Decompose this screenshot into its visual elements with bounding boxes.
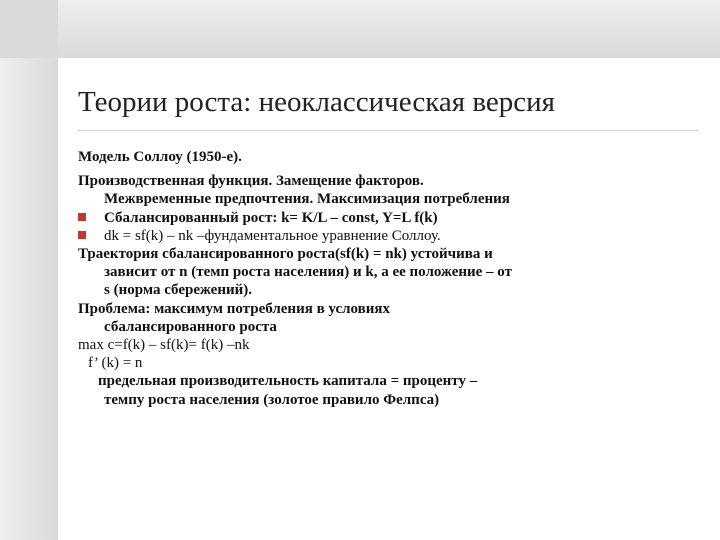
bullet-text: Сбалансированный рост: k= K/L – const, Y=L f(k) <box>104 209 438 226</box>
max-formula: max c=f(k) – sf(k)= f(k) –nk <box>78 337 250 354</box>
model-heading: Модель Соллоу (1950-е). <box>78 149 242 165</box>
production-line-2: Межвременные предпочтения. Максимизация потребления <box>104 191 510 208</box>
bullet-fundamental-equation <box>78 227 678 245</box>
derivative-formula: f’ (k) = n <box>88 355 143 372</box>
bullet-balanced-growth <box>78 209 678 227</box>
bullet-text: dk = sf(k) – nk –фундаментальное уравнение Соллоу. <box>104 227 441 244</box>
trajectory-line-3: s (норма сбережений). <box>104 282 253 299</box>
slide-title: Теории роста: неоклассическая версия <box>78 86 555 118</box>
trajectory-line-2: зависит от n (темп роста населения) и k, а ее положение – от <box>104 264 512 281</box>
problem-line-2: сбалансированного роста <box>104 318 277 335</box>
trajectory-line-1: Траектория сбалансированного роста(sf(k) = nk) устойчива и <box>78 246 493 263</box>
slide-body <box>78 148 678 409</box>
left-decor-bar <box>0 0 58 540</box>
square-bullet-icon <box>78 213 86 221</box>
corner-decor <box>0 0 58 58</box>
golden-rule-line-1: предельная производительность капитала = проценту – <box>98 373 478 390</box>
top-decor-bar <box>0 0 720 58</box>
production-line-1: Производственная функция. Замещение факторов. <box>78 173 424 190</box>
golden-rule-line-2: темпу роста населения (золотое правило Фелпса) <box>104 391 440 408</box>
problem-line-1: Проблема: максимум потребления в условиях <box>78 300 391 317</box>
square-bullet-icon <box>78 231 86 239</box>
title-divider <box>78 130 698 131</box>
